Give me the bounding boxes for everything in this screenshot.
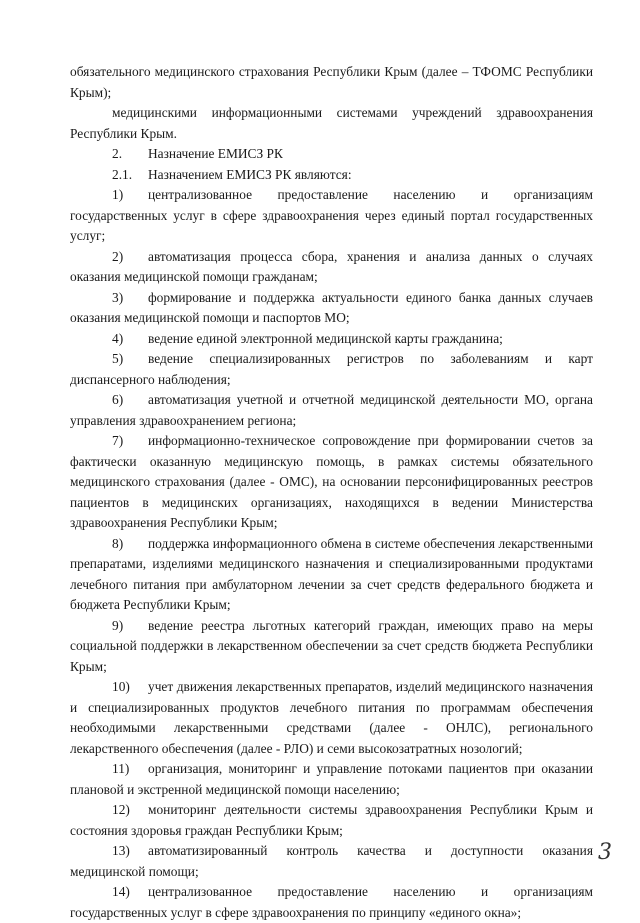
paragraph-text: ведение специализированных регистров по заболеваниям и карт диспансерного наблюдения; <box>70 351 593 387</box>
paragraph-number: 4) <box>112 330 124 346</box>
paragraph <box>70 165 593 186</box>
paragraph-text: медицинскими информационными системами учреждений здравоохранения Республики Крым. <box>70 105 593 141</box>
paragraph <box>70 103 593 144</box>
paragraph-text: организация, мониторинг и управление потоками пациентов при оказании плановой и экстренной медицинской помощи населению; <box>70 761 593 797</box>
paragraph-text: автоматизация процесса сбора, хранения и анализа данных о случаях оказания медицинской помощи гражданам; <box>70 248 593 284</box>
paragraph-number: 2.1. <box>112 166 133 182</box>
paragraph-number: 2. <box>112 146 123 161</box>
paragraph <box>70 349 593 390</box>
paragraph-number: 10) <box>112 679 130 694</box>
paragraph <box>70 144 593 165</box>
paragraph-number: 2) <box>112 248 124 264</box>
paragraph-text: автоматизация учетной и отчетной медицинской деятельности МО, органа управления здравоохранением региона; <box>70 392 593 428</box>
paragraph-text: мониторинг деятельности системы здравоохранения Республики Крым и состояния здоровья граждан Республики Крым; <box>70 802 593 838</box>
paragraph <box>70 759 593 800</box>
page-number: 3 <box>598 840 612 865</box>
paragraph-number: 13) <box>112 843 130 858</box>
paragraph-number: 6) <box>112 392 124 407</box>
paragraph-text: автоматизированный контроль качества и доступности оказания медицинской помощи; <box>70 843 593 879</box>
paragraph-text: поддержка информационного обмена в системе обеспечения лекарственными препаратами, изделиями медицинского назначения и специализированными продуктами лечебного питания при амбулаторном лечении за счет средств федерального бюджета и бюджета Республики Крым; <box>70 535 593 612</box>
paragraph <box>70 882 593 923</box>
paragraph-text: ведение реестра льготных категорий граждан, имеющих право на меры социальной поддержки в лекарственном обеспечении за счет средств бюджета Республики Крым; <box>70 617 593 674</box>
paragraph-number: 3) <box>112 289 124 305</box>
paragraph <box>70 390 593 431</box>
paragraph-number: 12) <box>112 802 130 817</box>
paragraph-text: Назначение ЕМИСЗ РК <box>148 146 283 161</box>
paragraph-text: формирование и поддержка актуальности единого банка данных случаев оказания медицинской помощи и паспортов МО; <box>70 289 593 325</box>
paragraph-text: ведение единой электронной медицинской карты гражданина; <box>148 330 503 346</box>
paragraph <box>70 185 593 247</box>
paragraph-text: Назначением ЕМИСЗ РК являются: <box>148 166 352 182</box>
paragraph-text: информационно-техническое сопровождение при формировании счетов за фактически оказанную медицинскую помощь, в рамках системы обязательного медицинского страхования (далее - ОМС), на основании персонифицированных реестров пациентов в медицинских организациях, находящихся в ведении Министерства здравоохранения Республики Крым; <box>70 433 593 530</box>
paragraph-text: централизованное предоставление населению и организациям государственных услуг в сфере здравоохранения через единый портал государственных услуг; <box>70 187 593 243</box>
paragraph-number: 5) <box>112 351 124 366</box>
paragraph <box>70 800 593 841</box>
paragraph <box>70 247 593 288</box>
paragraph-text: обязательного медицинского страхования Республики Крым (далее – ТФОМС Республики Крым); <box>70 64 593 100</box>
paragraph <box>70 616 593 678</box>
paragraph <box>70 288 593 329</box>
paragraph <box>70 329 593 350</box>
paragraph-number: 9) <box>112 617 124 633</box>
paragraph-text: централизованное предоставление населению и организациям государственных услуг в сфере здравоохранения по принципу «единого окна»; <box>70 884 593 920</box>
paragraph <box>70 841 593 882</box>
paragraph-number: 14) <box>112 884 130 899</box>
paragraph <box>70 62 593 103</box>
paragraph-text: учет движения лекарственных препаратов, изделий медицинского назначения и специализированных продуктов лечебного питания по программам обеспечения необходимыми лекарственными средствами (далее - ОНЛС), регионального лекарственного обеспечения (далее - РЛО) и семи высокозатратных нозологий; <box>70 679 593 756</box>
paragraph-number: 8) <box>112 535 124 551</box>
paragraph-number: 1) <box>112 187 124 202</box>
paragraph <box>70 534 593 616</box>
paragraph <box>70 431 593 534</box>
document-body <box>70 62 593 923</box>
paragraph-number: 7) <box>112 433 124 448</box>
paragraph-number: 11) <box>112 761 130 776</box>
paragraph <box>70 677 593 759</box>
